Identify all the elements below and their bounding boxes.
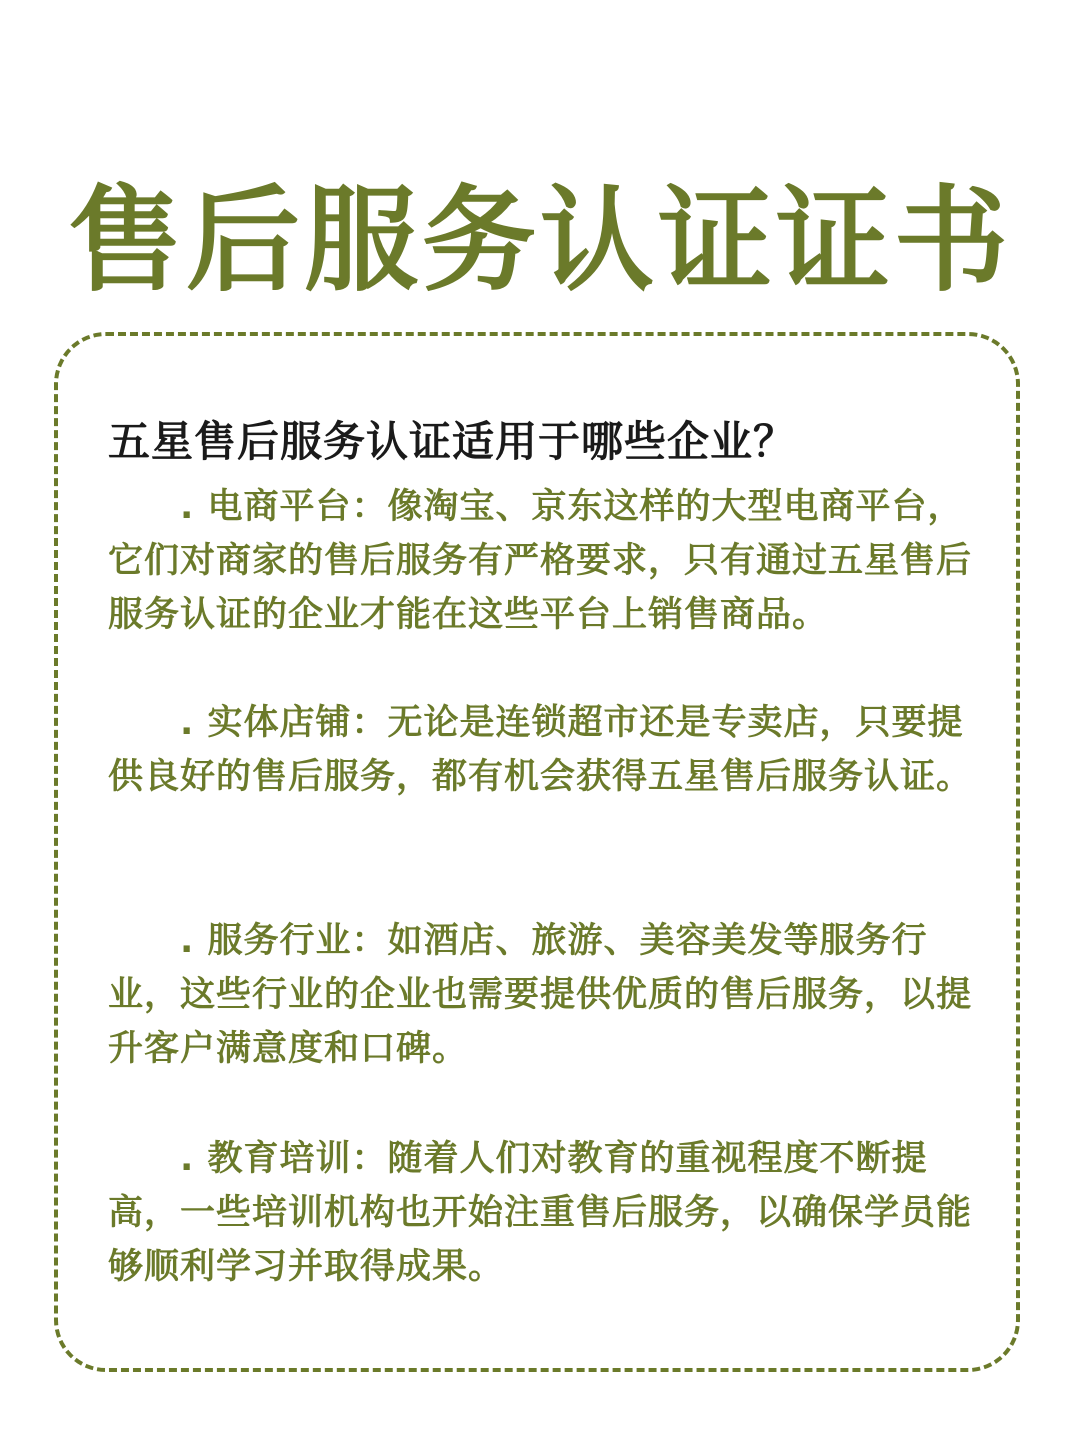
list-item-education-training: . 教育培训：随着人们对教育的重视程度不断提高，一些培训机构也开始注重售后服务，以确保学员能够顺利学习并取得成果。 bbox=[108, 1139, 973, 1287]
list-item-ecommerce: . 电商平台：像淘宝、京东这样的大型电商平台，它们对商家的售后服务有严格要求，只有通过五星售后服务认证的企业才能在这些平台上销售商品。 bbox=[108, 487, 973, 635]
card-question: 五星售后服务认证适用于哪些企业？ bbox=[108, 417, 797, 466]
page-title: 售后服务认证证书 bbox=[67, 174, 1012, 308]
list-item-service-industry: . 服务行业：如酒店、旅游、美容美发等服务行业，这些行业的企业也需要提供优质的售后服务，以提升客户满意度和口碑。 bbox=[108, 921, 973, 1069]
list-item-retail-store: . 实体店铺：无论是连锁超市还是专卖店，只要提供良好的售后服务，都有机会获得五星售后服务认证。 bbox=[108, 703, 973, 797]
